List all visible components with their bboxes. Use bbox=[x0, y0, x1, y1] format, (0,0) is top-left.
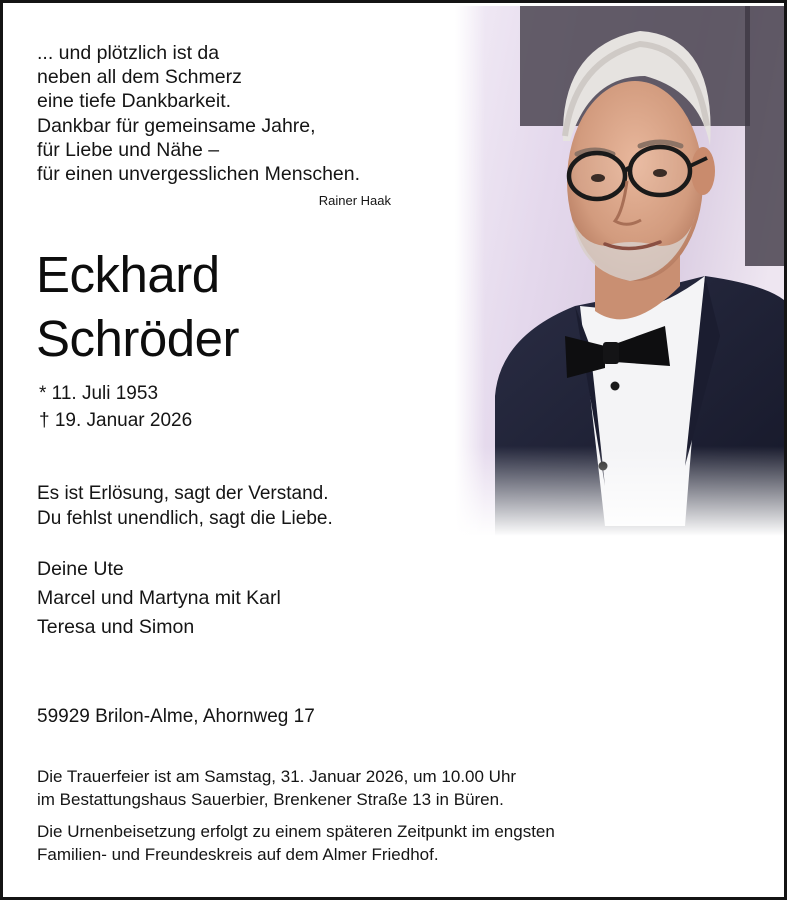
verse-line: Du fehlst unendlich, sagt die Liebe. bbox=[37, 508, 333, 529]
family-address: 59929 Brilon-Alme, Ahornweg 17 bbox=[37, 706, 315, 727]
deceased-last-name: Schröder bbox=[36, 310, 239, 367]
quote-author: Rainer Haak bbox=[318, 193, 391, 208]
urn-line: Die Urnenbeisetzung erfolgt zu einem späteren Zeitpunkt im engsten bbox=[37, 822, 555, 841]
mourner: Marcel und Martyna mit Karl bbox=[37, 587, 281, 609]
memorial-quote bbox=[37, 41, 360, 186]
deceased-first-name: Eckhard bbox=[36, 246, 220, 303]
funeral-service-info bbox=[37, 765, 516, 811]
mourner: Teresa und Simon bbox=[37, 616, 195, 638]
life-dates bbox=[39, 380, 192, 434]
birth-date: * 11. Juli 1953 bbox=[39, 383, 159, 404]
portrait-photo bbox=[455, 6, 787, 536]
quote-line: neben all dem Schmerz bbox=[37, 66, 242, 89]
funeral-line: Die Trauerfeier ist am Samstag, 31. Januar 2026, um 10.00 Uhr bbox=[37, 767, 517, 786]
verse-line: Es ist Erlösung, sagt der Verstand. bbox=[37, 483, 329, 504]
funeral-line: im Bestattungshaus Sauerbier, Brenkener Straße 13 in Büren. bbox=[37, 790, 504, 809]
portrait-illustration bbox=[455, 6, 787, 536]
urn-burial-info bbox=[37, 820, 555, 866]
quote-line: für einen unvergesslichen Menschen. bbox=[37, 163, 361, 186]
urn-line: Familien- und Freundeskreis auf dem Almer Friedhof. bbox=[37, 845, 439, 864]
quote-line: Dankbar für gemeinsame Jahre, bbox=[37, 114, 316, 137]
death-date: † 19. Januar 2026 bbox=[39, 410, 193, 431]
memorial-verse bbox=[37, 481, 333, 531]
quote-line: eine tiefe Dankbarkeit. bbox=[37, 90, 232, 113]
mourners-list bbox=[37, 555, 281, 642]
quote-line: ... und plötzlich ist da bbox=[37, 42, 220, 64]
mourner: Deine Ute bbox=[37, 558, 124, 580]
quote-line: für Liebe und Nähe – bbox=[37, 138, 220, 161]
